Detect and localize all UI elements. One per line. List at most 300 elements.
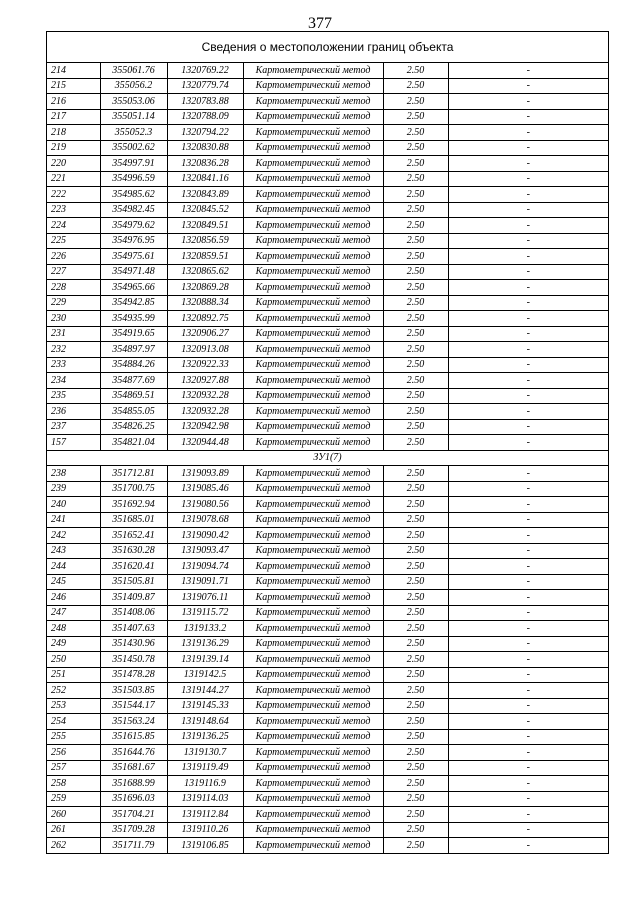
point-number-cell: 231 (47, 326, 100, 342)
x-coordinate-cell: 354975.61 (100, 249, 167, 265)
table-row (47, 435, 608, 451)
y-coordinate-cell: 1320794.22 (167, 125, 243, 141)
y-coordinate-cell: 1319080.56 (167, 497, 243, 513)
method-cell: Картометрический метод (243, 187, 383, 203)
description-cell: - (448, 791, 608, 807)
method-cell: Картометрический метод (243, 280, 383, 296)
point-number-cell: 260 (47, 807, 100, 823)
table-row (47, 791, 608, 807)
method-cell: Картометрический метод (243, 574, 383, 590)
x-coordinate-cell: 354821.04 (100, 435, 167, 451)
x-coordinate-cell: 354971.48 (100, 264, 167, 280)
point-number-cell: 246 (47, 590, 100, 606)
accuracy-cell: 2.50 (383, 714, 448, 730)
table-row (47, 171, 608, 187)
description-cell: - (448, 326, 608, 342)
description-cell: - (448, 388, 608, 404)
y-coordinate-cell: 1319114.03 (167, 791, 243, 807)
accuracy-cell: 2.50 (383, 78, 448, 94)
page-number: 377 (308, 15, 332, 32)
description-cell: - (448, 574, 608, 590)
accuracy-cell: 2.50 (383, 838, 448, 853)
x-coordinate-cell: 351630.28 (100, 543, 167, 559)
table-row (47, 776, 608, 792)
description-cell: - (448, 683, 608, 699)
table-row (47, 156, 608, 172)
y-coordinate-cell: 1320845.52 (167, 202, 243, 218)
point-number-cell: 229 (47, 295, 100, 311)
accuracy-cell: 2.50 (383, 94, 448, 110)
x-coordinate-cell: 355052.3 (100, 125, 167, 141)
table-row (47, 667, 608, 683)
description-cell: - (448, 590, 608, 606)
description-cell: - (448, 466, 608, 482)
x-coordinate-cell: 354855.05 (100, 404, 167, 420)
method-cell: Картометрический метод (243, 295, 383, 311)
x-coordinate-cell: 354976.95 (100, 233, 167, 249)
description-cell: - (448, 776, 608, 792)
method-cell: Картометрический метод (243, 512, 383, 528)
table-row (47, 388, 608, 404)
method-cell: Картометрический метод (243, 698, 383, 714)
y-coordinate-cell: 1319136.29 (167, 636, 243, 652)
x-coordinate-cell: 351505.81 (100, 574, 167, 590)
group-label: ЗУ1(7) (47, 450, 608, 466)
accuracy-cell: 2.50 (383, 295, 448, 311)
description-cell: - (448, 559, 608, 575)
method-cell: Картометрический метод (243, 838, 383, 853)
point-number-cell: 256 (47, 745, 100, 761)
point-number-cell: 216 (47, 94, 100, 110)
method-cell: Картометрический метод (243, 590, 383, 606)
point-number-cell: 262 (47, 838, 100, 853)
group-row (47, 450, 608, 466)
point-number-cell: 239 (47, 481, 100, 497)
description-cell: - (448, 125, 608, 141)
description-cell: - (448, 838, 608, 853)
x-coordinate-cell: 355002.62 (100, 140, 167, 156)
method-cell: Картометрический метод (243, 388, 383, 404)
y-coordinate-cell: 1319119.49 (167, 760, 243, 776)
table-row (47, 326, 608, 342)
method-cell: Картометрический метод (243, 714, 383, 730)
point-number-cell: 222 (47, 187, 100, 203)
y-coordinate-cell: 1319106.85 (167, 838, 243, 853)
table-row (47, 218, 608, 234)
description-cell: - (448, 419, 608, 435)
accuracy-cell: 2.50 (383, 528, 448, 544)
description-cell: - (448, 156, 608, 172)
accuracy-cell: 2.50 (383, 652, 448, 668)
y-coordinate-cell: 1319076.11 (167, 590, 243, 606)
point-number-cell: 247 (47, 605, 100, 621)
description-cell: - (448, 543, 608, 559)
point-number-cell: 251 (47, 667, 100, 683)
accuracy-cell: 2.50 (383, 621, 448, 637)
x-coordinate-cell: 355061.76 (100, 63, 167, 78)
table-row (47, 605, 608, 621)
table-row (47, 543, 608, 559)
accuracy-cell: 2.50 (383, 683, 448, 699)
y-coordinate-cell: 1320922.33 (167, 357, 243, 373)
x-coordinate-cell: 354826.25 (100, 419, 167, 435)
table-row (47, 807, 608, 823)
y-coordinate-cell: 1319093.89 (167, 466, 243, 482)
y-coordinate-cell: 1319148.64 (167, 714, 243, 730)
table-row (47, 683, 608, 699)
method-cell: Картометрический метод (243, 125, 383, 141)
method-cell: Картометрический метод (243, 760, 383, 776)
table-row (47, 78, 608, 94)
x-coordinate-cell: 351450.78 (100, 652, 167, 668)
description-cell: - (448, 187, 608, 203)
accuracy-cell: 2.50 (383, 156, 448, 172)
method-cell: Картометрический метод (243, 466, 383, 482)
y-coordinate-cell: 1320888.34 (167, 295, 243, 311)
description-cell: - (448, 528, 608, 544)
accuracy-cell: 2.50 (383, 636, 448, 652)
y-coordinate-cell: 1320932.28 (167, 388, 243, 404)
description-cell: - (448, 698, 608, 714)
accuracy-cell: 2.50 (383, 698, 448, 714)
point-number-cell: 221 (47, 171, 100, 187)
y-coordinate-cell: 1320932.28 (167, 404, 243, 420)
y-coordinate-cell: 1320843.89 (167, 187, 243, 203)
description-cell: - (448, 233, 608, 249)
description-cell: - (448, 807, 608, 823)
table-row (47, 342, 608, 358)
method-cell: Картометрический метод (243, 140, 383, 156)
table-row (47, 497, 608, 513)
description-cell: - (448, 404, 608, 420)
x-coordinate-cell: 354942.85 (100, 295, 167, 311)
accuracy-cell: 2.50 (383, 543, 448, 559)
accuracy-cell: 2.50 (383, 419, 448, 435)
point-number-cell: 227 (47, 264, 100, 280)
accuracy-cell: 2.50 (383, 171, 448, 187)
method-cell: Картометрический метод (243, 683, 383, 699)
table-row (47, 714, 608, 730)
table-row (47, 559, 608, 575)
x-coordinate-cell: 354877.69 (100, 373, 167, 389)
accuracy-cell: 2.50 (383, 109, 448, 125)
y-coordinate-cell: 1319090.42 (167, 528, 243, 544)
point-number-cell: 261 (47, 822, 100, 838)
method-cell: Картометрический метод (243, 543, 383, 559)
accuracy-cell: 2.50 (383, 218, 448, 234)
description-cell: - (448, 264, 608, 280)
point-number-cell: 235 (47, 388, 100, 404)
method-cell: Картометрический метод (243, 822, 383, 838)
y-coordinate-cell: 1320906.27 (167, 326, 243, 342)
x-coordinate-cell: 355056.2 (100, 78, 167, 94)
y-coordinate-cell: 1319093.47 (167, 543, 243, 559)
accuracy-cell: 2.50 (383, 776, 448, 792)
table-row (47, 528, 608, 544)
method-cell: Картометрический метод (243, 559, 383, 575)
table-row (47, 109, 608, 125)
point-number-cell: 228 (47, 280, 100, 296)
x-coordinate-cell: 354869.51 (100, 388, 167, 404)
accuracy-cell: 2.50 (383, 125, 448, 141)
table-row (47, 466, 608, 482)
method-cell: Картометрический метод (243, 404, 383, 420)
accuracy-cell: 2.50 (383, 729, 448, 745)
table-row (47, 140, 608, 156)
description-cell: - (448, 636, 608, 652)
section-title: Сведения о местоположении границ объекта (47, 32, 608, 63)
accuracy-cell: 2.50 (383, 605, 448, 621)
description-cell: - (448, 667, 608, 683)
description-cell: - (448, 621, 608, 637)
x-coordinate-cell: 351544.17 (100, 698, 167, 714)
accuracy-cell: 2.50 (383, 264, 448, 280)
table-row (47, 512, 608, 528)
accuracy-cell: 2.50 (383, 481, 448, 497)
table-row (47, 729, 608, 745)
point-number-cell: 224 (47, 218, 100, 234)
table-row (47, 311, 608, 327)
y-coordinate-cell: 1320927.88 (167, 373, 243, 389)
table-row (47, 280, 608, 296)
x-coordinate-cell: 351688.99 (100, 776, 167, 792)
x-coordinate-cell: 351712.81 (100, 466, 167, 482)
point-number-cell: 242 (47, 528, 100, 544)
point-number-cell: 220 (47, 156, 100, 172)
x-coordinate-cell: 351430.96 (100, 636, 167, 652)
description-cell: - (448, 78, 608, 94)
point-number-cell: 217 (47, 109, 100, 125)
y-coordinate-cell: 1320892.75 (167, 311, 243, 327)
method-cell: Картометрический метод (243, 729, 383, 745)
accuracy-cell: 2.50 (383, 590, 448, 606)
y-coordinate-cell: 1319145.33 (167, 698, 243, 714)
x-coordinate-cell: 351615.85 (100, 729, 167, 745)
table-row (47, 249, 608, 265)
description-cell: - (448, 311, 608, 327)
x-coordinate-cell: 351478.28 (100, 667, 167, 683)
x-coordinate-cell: 351563.24 (100, 714, 167, 730)
accuracy-cell: 2.50 (383, 435, 448, 451)
table-row (47, 125, 608, 141)
table-row (47, 187, 608, 203)
accuracy-cell: 2.50 (383, 187, 448, 203)
method-cell: Картометрический метод (243, 156, 383, 172)
table-row (47, 373, 608, 389)
accuracy-cell: 2.50 (383, 249, 448, 265)
x-coordinate-cell: 351696.03 (100, 791, 167, 807)
x-coordinate-cell: 355053.06 (100, 94, 167, 110)
accuracy-cell: 2.50 (383, 497, 448, 513)
description-cell: - (448, 745, 608, 761)
method-cell: Картометрический метод (243, 63, 383, 78)
point-number-cell: 240 (47, 497, 100, 513)
coordinates-table-frame (46, 31, 609, 854)
y-coordinate-cell: 1320849.51 (167, 218, 243, 234)
x-coordinate-cell: 354982.45 (100, 202, 167, 218)
table-row (47, 357, 608, 373)
x-coordinate-cell: 351700.75 (100, 481, 167, 497)
description-cell: - (448, 373, 608, 389)
description-cell: - (448, 63, 608, 78)
description-cell: - (448, 481, 608, 497)
description-cell: - (448, 140, 608, 156)
point-number-cell: 238 (47, 466, 100, 482)
description-cell: - (448, 822, 608, 838)
description-cell: - (448, 497, 608, 513)
table-row (47, 838, 608, 853)
table-row (47, 94, 608, 110)
y-coordinate-cell: 1319115.72 (167, 605, 243, 621)
method-cell: Картометрический метод (243, 78, 383, 94)
x-coordinate-cell: 351711.79 (100, 838, 167, 853)
x-coordinate-cell: 351685.01 (100, 512, 167, 528)
x-coordinate-cell: 355051.14 (100, 109, 167, 125)
method-cell: Картометрический метод (243, 233, 383, 249)
accuracy-cell: 2.50 (383, 574, 448, 590)
method-cell: Картометрический метод (243, 621, 383, 637)
y-coordinate-cell: 1319136.25 (167, 729, 243, 745)
x-coordinate-cell: 351407.63 (100, 621, 167, 637)
description-cell: - (448, 249, 608, 265)
point-number-cell: 249 (47, 636, 100, 652)
y-coordinate-cell: 1320779.74 (167, 78, 243, 94)
y-coordinate-cell: 1319110.26 (167, 822, 243, 838)
table-row (47, 481, 608, 497)
point-number-cell: 253 (47, 698, 100, 714)
x-coordinate-cell: 351620.41 (100, 559, 167, 575)
accuracy-cell: 2.50 (383, 140, 448, 156)
table-row (47, 636, 608, 652)
accuracy-cell: 2.50 (383, 388, 448, 404)
method-cell: Картометрический метод (243, 776, 383, 792)
point-number-cell: 218 (47, 125, 100, 141)
method-cell: Картометрический метод (243, 481, 383, 497)
y-coordinate-cell: 1320865.62 (167, 264, 243, 280)
description-cell: - (448, 171, 608, 187)
description-cell: - (448, 729, 608, 745)
y-coordinate-cell: 1319091.71 (167, 574, 243, 590)
x-coordinate-cell: 354996.59 (100, 171, 167, 187)
table-row (47, 419, 608, 435)
x-coordinate-cell: 351503.85 (100, 683, 167, 699)
point-number-cell: 232 (47, 342, 100, 358)
table-row (47, 760, 608, 776)
point-number-cell: 219 (47, 140, 100, 156)
y-coordinate-cell: 1319133.2 (167, 621, 243, 637)
method-cell: Картометрический метод (243, 202, 383, 218)
method-cell: Картометрический метод (243, 326, 383, 342)
method-cell: Картометрический метод (243, 636, 383, 652)
table-row (47, 745, 608, 761)
point-number-cell: 252 (47, 683, 100, 699)
accuracy-cell: 2.50 (383, 791, 448, 807)
point-number-cell: 248 (47, 621, 100, 637)
point-number-cell: 215 (47, 78, 100, 94)
description-cell: - (448, 714, 608, 730)
point-number-cell: 258 (47, 776, 100, 792)
point-number-cell: 236 (47, 404, 100, 420)
point-number-cell: 255 (47, 729, 100, 745)
y-coordinate-cell: 1319085.46 (167, 481, 243, 497)
x-coordinate-cell: 354884.26 (100, 357, 167, 373)
x-coordinate-cell: 354965.66 (100, 280, 167, 296)
y-coordinate-cell: 1320830.88 (167, 140, 243, 156)
y-coordinate-cell: 1319094.74 (167, 559, 243, 575)
y-coordinate-cell: 1320913.08 (167, 342, 243, 358)
x-coordinate-cell: 351704.21 (100, 807, 167, 823)
x-coordinate-cell: 351644.76 (100, 745, 167, 761)
x-coordinate-cell: 354919.65 (100, 326, 167, 342)
method-cell: Картометрический метод (243, 605, 383, 621)
method-cell: Картометрический метод (243, 357, 383, 373)
description-cell: - (448, 357, 608, 373)
method-cell: Картометрический метод (243, 249, 383, 265)
table-row (47, 233, 608, 249)
method-cell: Картометрический метод (243, 218, 383, 234)
x-coordinate-cell: 351681.67 (100, 760, 167, 776)
accuracy-cell: 2.50 (383, 466, 448, 482)
y-coordinate-cell: 1320942.98 (167, 419, 243, 435)
y-coordinate-cell: 1319112.84 (167, 807, 243, 823)
accuracy-cell: 2.50 (383, 342, 448, 358)
method-cell: Картометрический метод (243, 435, 383, 451)
point-number-cell: 245 (47, 574, 100, 590)
description-cell: - (448, 295, 608, 311)
method-cell: Картометрический метод (243, 807, 383, 823)
table-row (47, 822, 608, 838)
y-coordinate-cell: 1319116.9 (167, 776, 243, 792)
accuracy-cell: 2.50 (383, 667, 448, 683)
accuracy-cell: 2.50 (383, 326, 448, 342)
method-cell: Картометрический метод (243, 791, 383, 807)
y-coordinate-cell: 1320836.28 (167, 156, 243, 172)
table-row (47, 295, 608, 311)
x-coordinate-cell: 351409.87 (100, 590, 167, 606)
description-cell: - (448, 280, 608, 296)
coordinates-table (47, 63, 608, 853)
method-cell: Картометрический метод (243, 373, 383, 389)
accuracy-cell: 2.50 (383, 404, 448, 420)
point-number-cell: 230 (47, 311, 100, 327)
x-coordinate-cell: 351709.28 (100, 822, 167, 838)
y-coordinate-cell: 1319142.5 (167, 667, 243, 683)
method-cell: Картометрический метод (243, 528, 383, 544)
description-cell: - (448, 202, 608, 218)
x-coordinate-cell: 354979.62 (100, 218, 167, 234)
method-cell: Картометрический метод (243, 342, 383, 358)
x-coordinate-cell: 351652.41 (100, 528, 167, 544)
description-cell: - (448, 512, 608, 528)
accuracy-cell: 2.50 (383, 822, 448, 838)
accuracy-cell: 2.50 (383, 745, 448, 761)
description-cell: - (448, 605, 608, 621)
point-number-cell: 243 (47, 543, 100, 559)
point-number-cell: 241 (47, 512, 100, 528)
y-coordinate-cell: 1319078.68 (167, 512, 243, 528)
method-cell: Картометрический метод (243, 497, 383, 513)
accuracy-cell: 2.50 (383, 559, 448, 575)
accuracy-cell: 2.50 (383, 280, 448, 296)
y-coordinate-cell: 1320859.51 (167, 249, 243, 265)
accuracy-cell: 2.50 (383, 63, 448, 78)
point-number-cell: 259 (47, 791, 100, 807)
point-number-cell: 234 (47, 373, 100, 389)
method-cell: Картометрический метод (243, 745, 383, 761)
point-number-cell: 157 (47, 435, 100, 451)
y-coordinate-cell: 1319130.7 (167, 745, 243, 761)
description-cell: - (448, 218, 608, 234)
